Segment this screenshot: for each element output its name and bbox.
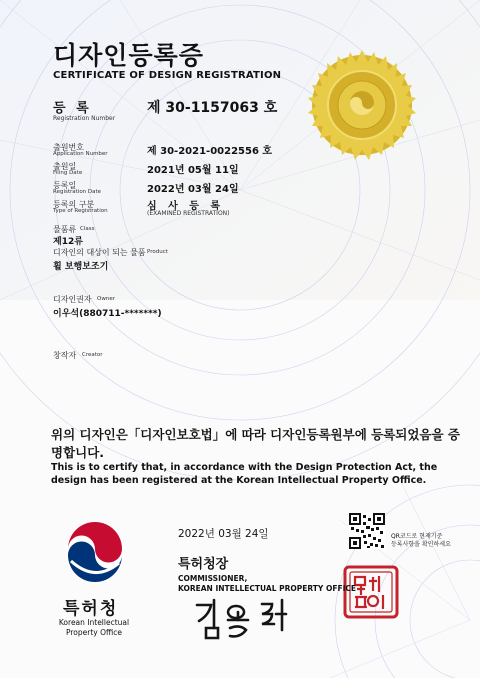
registration-label-english: Registration Number xyxy=(53,115,116,122)
application-number-label: 출원번호 xyxy=(53,143,84,152)
class-value: 제12류 xyxy=(53,237,83,247)
application-number: 제 30-2021-0022556 호 xyxy=(147,146,273,157)
class-label: 물품류 xyxy=(53,225,77,234)
owner-value: 이우석(880711-*******) xyxy=(53,309,162,319)
product-label: 디자인의 대상이 되는 물품 xyxy=(53,248,146,257)
filing-date-label: 출원일 xyxy=(53,162,77,171)
filing-date-label-english: Filing Date xyxy=(53,170,83,176)
title-english: CERTIFICATE OF DESIGN REGISTRATION xyxy=(53,70,282,81)
commissioner-title-korean: 특허청장 xyxy=(178,557,229,572)
registration-label: 등 록 xyxy=(53,101,92,116)
registration-type-label-english: Type of Registration xyxy=(53,208,108,214)
product-value: 휠 보행보조기 xyxy=(53,262,109,272)
registration-type-english: (EXAMINED REGISTRATION) xyxy=(147,210,230,217)
title-korean: 디자인등록증 xyxy=(53,41,204,70)
qr-note-line1: QR코드로 현재기준 xyxy=(391,533,443,540)
owner-label: 디자인권자 xyxy=(53,295,92,304)
creator-label-english: Creator xyxy=(82,352,103,358)
registration-date-label-english: Registration Date xyxy=(53,189,102,195)
kipo-logo-english-line2: Property Office xyxy=(65,628,122,637)
registration-number: 제 30-1157063 호 xyxy=(147,100,278,116)
qr-note xyxy=(391,533,451,549)
kipo-logo-korean: 특허청 xyxy=(63,599,119,619)
commissioner-english-line1: COMMISSIONER, xyxy=(178,574,248,583)
certification-statement-korean: 위의 디자인은「디자인보호법」에 따라 디자인등록원부에 등록되었음을 증명합니다. xyxy=(51,427,461,460)
registration-date: 2022년 03월 24일 xyxy=(147,184,239,195)
owner-label-english: Owner xyxy=(97,296,115,302)
application-number-label-english: Application Number xyxy=(53,151,108,157)
issue-date: 2022년 03월 24일 xyxy=(178,528,269,540)
qr-code-icon xyxy=(349,513,385,549)
kipo-logo-english xyxy=(56,618,132,638)
certification-statement-english: This is to certify that, in accordance with the Design Protection Act, the design has been registered at the Korean Intellectual Property Office. xyxy=(51,462,438,486)
creator-label: 창작자 xyxy=(53,351,77,360)
registration-type: 심 사 등 록 xyxy=(147,201,225,212)
product-label-english: Product xyxy=(147,249,168,255)
registration-date-label: 등록일 xyxy=(53,181,77,190)
filing-date: 2021년 05월 11일 xyxy=(147,165,239,176)
qr-note-line2: 등록사항을 확인하세요 xyxy=(391,541,451,548)
registration-type-label: 등록의 구분 xyxy=(53,200,95,209)
kipo-logo-english-line1: Korean Intellectual xyxy=(58,618,130,627)
class-label-english: Class xyxy=(80,226,95,232)
commissioner-title-english xyxy=(178,574,356,594)
commissioner-english-line2: KOREAN INTELLECTUAL PROPERTY OFFICE xyxy=(178,584,357,593)
